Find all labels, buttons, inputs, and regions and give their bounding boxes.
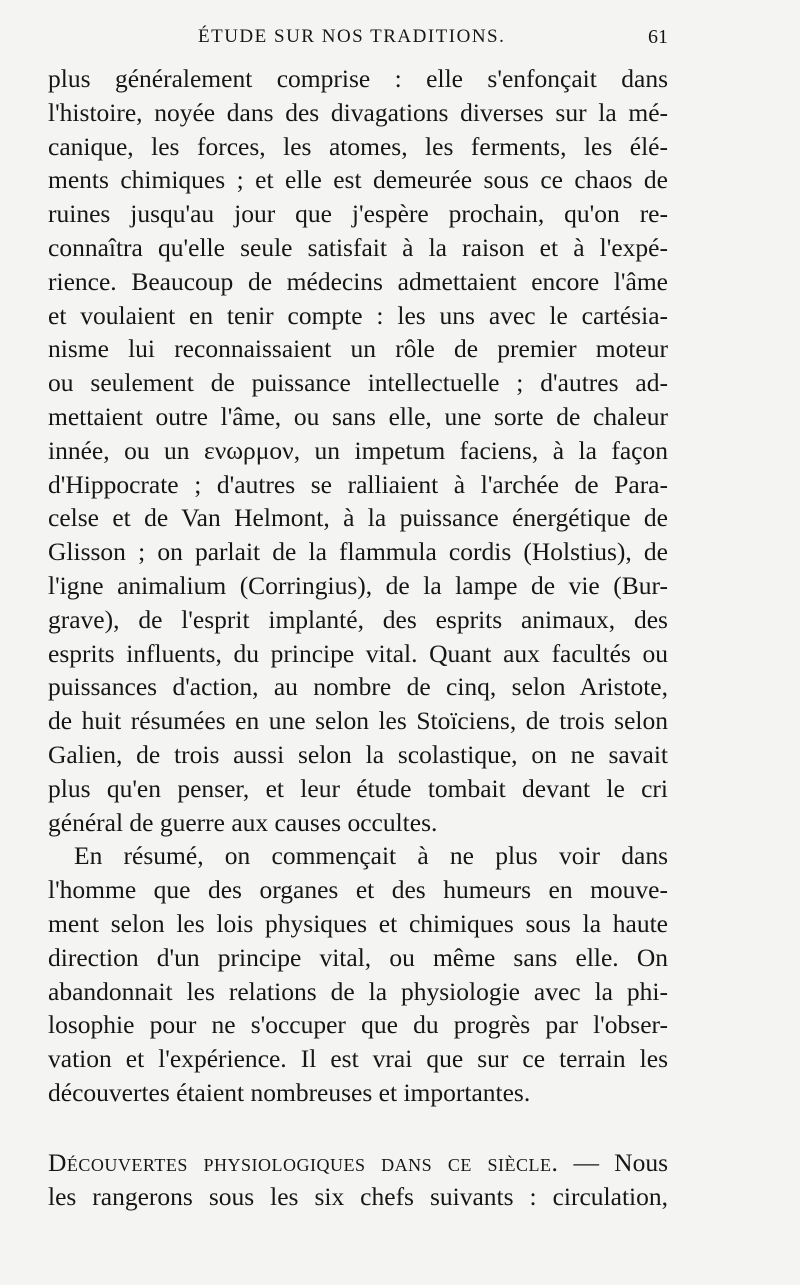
text-line: canique, les forces, les atomes, les ferments, les élé- — [48, 131, 668, 161]
text-line: ment selon les lois physiques et chimiques sous la haute — [48, 908, 668, 938]
text-line: ments chimiques ; et elle est demeurée sous ce chaos de — [48, 165, 668, 195]
text-line: direction d'un principe vital, ou même sans elle. On — [48, 942, 668, 972]
running-title: ÉTUDE SUR NOS TRADITIONS. — [198, 26, 506, 47]
text-line: puissances d'action, au nombre de cinq, selon Aristote, — [48, 672, 668, 702]
text-line: Galien, de trois aussi selon la scolastique, on ne savait — [48, 739, 668, 769]
text-line: les rangerons sous les six chefs suivants : circulation, — [48, 1181, 668, 1211]
text-line: nisme lui reconnaissaient un rôle de premier moteur — [48, 334, 668, 364]
text-line: esprits influents, du principe vital. Quant aux facultés ou — [48, 638, 668, 668]
text-line: l'igne animalium (Corringius), de la lampe de vie (Bur- — [48, 570, 668, 600]
paragraph-start-line: En résumé, on commençait à ne plus voir dans — [74, 841, 668, 871]
section-heading-line — [48, 1146, 668, 1180]
text-line: innée, ou un ενωρμον, un impetum faciens, à la façon — [48, 435, 668, 465]
text-line: celse et de Van Helmont, à la puissance énergétique de — [48, 503, 668, 533]
text-line: ruines jusqu'au jour que j'espère prochain, qu'on re- — [48, 199, 668, 229]
em-dash: — — [558, 1147, 615, 1177]
text-line: losophie pour ne s'occuper que du progrès par l'obser- — [48, 1010, 668, 1040]
text-line: plus qu'en penser, et leur étude tombait devant le cri — [48, 773, 668, 803]
text-line: Glisson ; on parlait de la flammula cordis (Holstius), de — [48, 537, 668, 567]
section-heading: Découvertes physiologiques dans ce siècle. — [48, 1147, 559, 1177]
text-line: ou seulement de puissance intellectuelle ; d'autres ad- — [48, 368, 668, 398]
text-line: de huit résumées en une selon les Stoïciens, de trois selon — [48, 706, 668, 736]
text-line: mettaient outre l'âme, ou sans elle, une sorte de chaleur — [48, 401, 668, 431]
text-line: et voulaient en tenir compte : les uns avec le cartésia- — [48, 300, 668, 330]
text-line: vation et l'expérience. Il est vrai que sur ce terrain les — [48, 1044, 668, 1074]
text-line: l'homme que des organes et des humeurs en mouve- — [48, 875, 668, 905]
text-line: abandonnait les relations de la physiologie avec la phi- — [48, 976, 668, 1006]
text-line: d'Hippocrate ; d'autres se ralliaient à l'archée de Para- — [48, 469, 668, 499]
text-line: général de guerre aux causes occultes. — [48, 807, 438, 837]
running-head — [48, 26, 668, 56]
text-line: grave), de l'esprit implanté, des esprits animaux, des — [48, 604, 668, 634]
section-gap — [48, 1110, 668, 1146]
body-text — [48, 62, 668, 1213]
text-line: rience. Beaucoup de médecins admettaient encore l'âme — [48, 266, 668, 296]
text-line: l'histoire, noyée dans des divagations diverses sur la mé- — [48, 97, 668, 127]
text-line: découvertes étaient nombreuses et importantes. — [48, 1077, 531, 1107]
section-text-start: Nous — [614, 1147, 668, 1177]
text-line: connaîtra qu'elle seule satisfait à la raison et à l'expé- — [48, 232, 668, 262]
page-number: 61 — [648, 26, 668, 48]
text-line: plus généralement comprise : elle s'enfonçait dans — [48, 64, 668, 93]
